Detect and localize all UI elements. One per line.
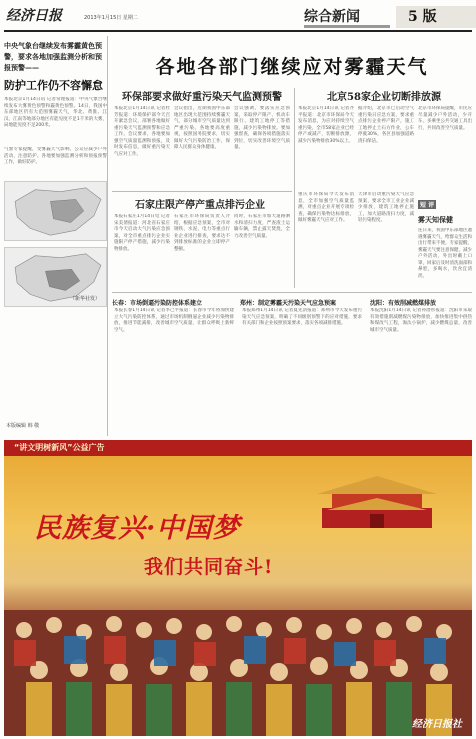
- china-map-graphic: [5, 182, 106, 240]
- commentary-tag: 短 评: [420, 202, 435, 209]
- ad-title-main: 民族复兴·中国梦: [34, 513, 241, 544]
- story2-headline: 北京58家企业切断排放源: [327, 92, 441, 103]
- story2-col3: 北京市环保局提醒，市民应尽量减少户外活动，少开车、多乘坐公共交通工具出行，共同改善空气质量。: [418, 106, 472, 131]
- story7-headline: 沈阳：有效削减燃煤排放: [370, 300, 437, 307]
- story3-col1: 本报石家庄1月14日电 记者宋美倩报道：河北省石家庄市今天启动大气污染应急预案，对全市重点排污企业实施限产停产措施，减少污染物排放。: [114, 214, 170, 252]
- story6-body: 本报郑州1月14日讯 记者夏先清报道：郑州市今天发布重污染天气应急预案，明确了不同级别预警下的应对措施，要求有关部门和企业按照预案要求，落实各项减排措施。: [242, 308, 362, 326]
- left-column: [4, 36, 108, 436]
- weather-map: [4, 181, 107, 241]
- left-headline: 防护工作仍不容懈怠: [4, 79, 103, 92]
- row-rule: [112, 191, 292, 192]
- ad-banner: [4, 440, 472, 456]
- left-deck: 中央气象台继续发布雾霾黄色预警，要求各地加强监测分析和预报预警——: [4, 41, 102, 72]
- ad-tag: “讲文明树新风”公益广告: [14, 443, 105, 452]
- story3-col3: 同时，石家庄市加大道路洒水和清扫力度，严查渣土运输车辆，禁止露天焚烧，全力改善空气质量。: [234, 214, 290, 239]
- masthead: [4, 2, 472, 32]
- section-title: 综合新闻: [304, 6, 390, 28]
- dateline: 2013年1月15日 星期二: [84, 15, 138, 21]
- public-service-ad: [4, 440, 472, 736]
- column-rule: [294, 88, 295, 288]
- commentary-box: [418, 192, 472, 286]
- story1-col1: 本报北京1月14日讯 记者杜芳报道：环境保护部今天召开紧急会议，部署各地做好重污染天气监测预警和应急工作。会议要求，各地要加强空气质量监测和预报，及时发布信息，做好重污染天气应对工作。: [114, 106, 170, 157]
- story1-col2: 会议指出，近期我国中东部地区出现大范围持续雾霾天气，部分城市空气质量达到严重污染。各地要高度重视，按照国务院要求，切实做好大气污染防治工作，保障人民群众身体健康。: [174, 106, 230, 150]
- newspaper-logo: 经济日报: [6, 8, 62, 24]
- ad-publisher-logo: 经济日报社: [412, 719, 462, 730]
- story6-headline: 郑州：制定雾霾天污染天气应急预案: [240, 300, 337, 307]
- crowd-illustration: [4, 610, 472, 736]
- story5-body: 本报长春1月14日讯 记者李己平报道：长春市今年将加快建立大气污染防控体系，通过市场机制倒逼企业减少污染物排放，推进节能减排，改善城市空气质量，让群众呼吸上新鲜空气。: [114, 308, 234, 333]
- story3-headline: 石家庄限产停产重点排污企业: [135, 200, 265, 211]
- story2-col2: 据介绍，北京市已启动空气重污染日应急方案，要求重点排污企业停产限产，施工工地停止土石方作业，公车停驶30%，各区县加强道路清扫保洁。: [358, 106, 414, 144]
- story7-body: 本报沈阳1月14日讯 记者孙潜彤报道：沈阳市采取有效措施削减燃煤污染物排放，加快推进集中供热和煤改气工程，淘汰小锅炉，减少燃煤总量，改善城市空气质量。: [370, 308, 472, 333]
- left-body: 本报北京1月14日讯 记者常理报道：中央气象台继续发布大雾黄色预警和霾黄色预警。14日，我国中东部地区仍有大范围雾霾天气，华北、黄淮、江汉、江南等地部分地区有能见度不足1千米的大雾，局地能见度不足200米。: [4, 97, 107, 128]
- main-headline: 各地各部门继续应对雾霾天气: [155, 56, 429, 78]
- story5-headline: 长春：市场倒逼污染防控体系建立: [112, 300, 203, 307]
- story1-headline: 环保部要求做好重污染天气监测预警: [122, 92, 282, 103]
- commentary-body: 连日来，我国中东部地区遭遇雾霾天气，给群众生活和出行带来不便。专家提醒，雾霾天气要注意保健，减少户外活动，外出时戴上口罩，回家后及时清洗面部和鼻腔，多喝水，饮食宜清淡。: [418, 228, 472, 279]
- map-caption: （新华社发）: [69, 296, 100, 302]
- left-body-2: 气象专家提醒，受雾霾天气影响，公众应减少户外活动，注意防护。各地要加强监测分析和预报预警工作，做好防护。: [4, 147, 107, 165]
- story4-col2: 天津市启动重污染天气应急预案，要求全市工业企业减少排放，建筑工地停止施工，加大道路清扫力度，减轻污染程度。: [358, 192, 414, 223]
- weather-map-2: [4, 247, 107, 307]
- story3-col2: 石家庄市环保局负责人介绍，根据应急预案，全市对钢铁、水泥、电力等重点行业企业进行排查，要求达不到排放标准的企业立即停产整顿。: [174, 214, 230, 252]
- tiananmen-gate-illustration: [312, 470, 442, 530]
- ad-title-sub: 我们共同奋斗!: [144, 556, 274, 578]
- story2-col1: 本报北京1月14日讯 记者齐平报道：北京市环保局今天发布消息，为应对持续空气重污染，全市58家企业已经停产或减产，切断排放源，减少污染物排放30%以上。: [298, 106, 354, 144]
- story4-col1: 重庆市环保局今天发布消息，全市加强空气质量监测，对重点企业开展专项检查，确保污染物达标排放，做好雾霾天气应对工作。: [298, 192, 354, 223]
- editor-byline: 本版编辑 韩 敬: [6, 423, 40, 429]
- page-number: 5 版: [396, 6, 476, 28]
- story1-col3: 会议强调，要落实应急预案，采取停产限产、机动车限行、建筑工地停工等措施，减少污染物排放。要加强督查，确保各项措施落实到位，切实改善环境空气质量。: [234, 106, 290, 150]
- commentary-headline: 雾天知保健: [418, 215, 453, 224]
